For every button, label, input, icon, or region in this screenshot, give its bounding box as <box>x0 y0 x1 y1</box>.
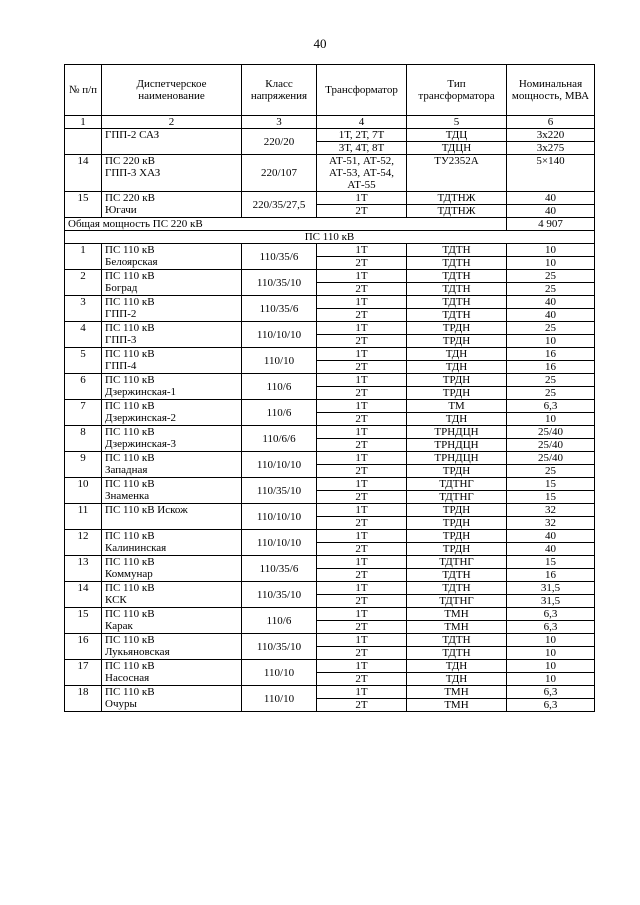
transformer-cell: 2Т <box>317 257 407 270</box>
dispatch-name-line: ПС 110 кВ <box>105 348 155 360</box>
voltage-class: 110/10 <box>242 686 317 712</box>
voltage-class: 110/35/10 <box>242 270 317 296</box>
row-number: 9 <box>65 452 102 478</box>
transformer-type-cell: ТДТНЖ <box>407 205 507 218</box>
dispatch-name-line: Карак <box>105 620 133 632</box>
transformer-type-cell: ТРДН <box>407 374 507 387</box>
transformer-type-cell: ТМ <box>407 400 507 413</box>
dispatch-name-line: ПС 110 кВ <box>105 296 155 308</box>
transformer-type-cell: ТРДН <box>407 543 507 556</box>
table-row <box>65 530 595 543</box>
transformer-type-cell: ТДТН <box>407 647 507 660</box>
transformer-cell: 2Т <box>317 595 407 608</box>
voltage-class: 110/35/10 <box>242 582 317 608</box>
transformer-type-cell: ТМН <box>407 608 507 621</box>
transformer-cell: 2Т <box>317 699 407 712</box>
transformer-type-cell: ТДН <box>407 361 507 374</box>
transformer-type-cell: ТДН <box>407 413 507 426</box>
table-row <box>65 634 595 647</box>
dispatch-name <box>102 452 242 478</box>
transformer-cell: 2Т <box>317 517 407 530</box>
transformer-cell: 1Т <box>317 400 407 413</box>
table-row <box>65 582 595 595</box>
dispatch-name <box>102 660 242 686</box>
transformer-cell: 1Т <box>317 452 407 465</box>
dispatch-name-line: ПС 110 кВ <box>105 478 155 490</box>
rated-power-cell: 40 <box>507 309 595 322</box>
rated-power-cell: 32 <box>507 504 595 517</box>
dispatch-name-line: Дзержинская-2 <box>105 412 177 424</box>
dispatch-name <box>102 478 242 504</box>
table-row <box>65 504 595 517</box>
dispatch-name-line: ПС 110 кВ <box>105 582 155 594</box>
voltage-class: 220/35/27,5 <box>242 192 317 218</box>
row-number: 3 <box>65 296 102 322</box>
transformer-type-cell: ТДТН <box>407 569 507 582</box>
column-number: 4 <box>317 116 407 129</box>
transformer-type-cell: ТРНДЦН <box>407 439 507 452</box>
transformer-cell: 2Т <box>317 465 407 478</box>
dispatch-name-line: Лукьяновская <box>105 646 170 658</box>
column-numbers-row <box>65 116 595 129</box>
column-number: 3 <box>242 116 317 129</box>
dispatch-name <box>102 530 242 556</box>
dispatch-name-line: ГПП-2 САЗ <box>105 129 160 141</box>
dispatch-name-line: ПС 110 кВ <box>105 374 155 386</box>
rated-power-cell: 25 <box>507 322 595 335</box>
rated-power-cell: 10 <box>507 660 595 673</box>
dispatch-name <box>102 582 242 608</box>
row-number <box>65 129 102 155</box>
transformer-type-cell: ТМН <box>407 699 507 712</box>
row-number: 6 <box>65 374 102 400</box>
dispatch-name-line: ПС 110 кВ <box>105 686 155 698</box>
dispatch-name-line: Знаменка <box>105 490 150 502</box>
dispatch-name-line: Боград <box>105 282 138 294</box>
transformer-cell: 1Т <box>317 608 407 621</box>
row-number: 7 <box>65 400 102 426</box>
dispatch-name-line: ПС 110 кВ <box>105 530 155 542</box>
rated-power-cell: 3х220 <box>507 129 595 142</box>
voltage-class: 110/6 <box>242 374 317 400</box>
rated-power-cell: 25/40 <box>507 439 595 452</box>
transformer-type-cell: ТДН <box>407 660 507 673</box>
transformer-cell: 2Т <box>317 439 407 452</box>
rated-power-cell: 31,5 <box>507 595 595 608</box>
rated-power-cell: 6,3 <box>507 686 595 699</box>
header-voltage-class: Класс напряжения <box>242 65 317 116</box>
voltage-class: 110/35/10 <box>242 478 317 504</box>
rated-power-cell: 10 <box>507 244 595 257</box>
transformer-type-cell: ТДТНГ <box>407 556 507 569</box>
dispatch-name-line: Очуры <box>105 698 137 710</box>
rated-power-cell: 25/40 <box>507 426 595 439</box>
transformer-type-cell: ТУ2352А <box>407 155 507 192</box>
dispatch-name-line: ПС 110 кВ <box>105 270 155 282</box>
voltage-class: 110/35/6 <box>242 244 317 270</box>
dispatch-name <box>102 192 242 218</box>
dispatch-name-line: ПС 110 кВ <box>105 660 155 672</box>
table-row <box>65 129 595 142</box>
rated-power-cell: 40 <box>507 192 595 205</box>
transformer-cell: 1Т <box>317 244 407 257</box>
header-transformer: Трансформатор <box>317 65 407 116</box>
dispatch-name <box>102 686 242 712</box>
voltage-class: 110/35/10 <box>242 634 317 660</box>
row-number: 8 <box>65 426 102 452</box>
transformer-type-cell: ТДЦН <box>407 142 507 155</box>
dispatch-name-line: ПС 110 кВ <box>105 452 155 464</box>
dispatch-name-line: ПС 110 кВ <box>105 244 155 256</box>
table-row <box>65 400 595 413</box>
row-number: 15 <box>65 608 102 634</box>
rated-power-cell: 16 <box>507 361 595 374</box>
dispatch-name <box>102 426 242 452</box>
transformer-cell: 1Т <box>317 582 407 595</box>
dispatch-name-line: ГПП-3 ХАЗ <box>105 167 161 179</box>
dispatch-name-line: ПС 110 кВ <box>105 634 155 646</box>
transformer-cell: 1Т <box>317 660 407 673</box>
transformer-cell: 1Т <box>317 478 407 491</box>
rated-power-cell: 25 <box>507 387 595 400</box>
header-dispatch-name: Диспетчерское наименование <box>102 65 242 116</box>
header-number: № п/п <box>65 65 102 116</box>
rated-power-cell: 40 <box>507 530 595 543</box>
rated-power-cell: 10 <box>507 673 595 686</box>
dispatch-name <box>102 155 242 192</box>
substation-table <box>64 64 595 712</box>
rated-power-cell: 15 <box>507 556 595 569</box>
voltage-class: 110/10/10 <box>242 530 317 556</box>
row-number: 17 <box>65 660 102 686</box>
transformer-type-cell: ТМН <box>407 621 507 634</box>
transformer-cell: 1Т <box>317 322 407 335</box>
row-number: 4 <box>65 322 102 348</box>
rated-power-cell: 10 <box>507 647 595 660</box>
dispatch-name <box>102 556 242 582</box>
transformer-cell: 1Т, 2Т, 7Т <box>317 129 407 142</box>
transformer-type-cell: ТДТН <box>407 257 507 270</box>
rated-power-cell: 32 <box>507 517 595 530</box>
voltage-class: 220/107 <box>242 155 317 192</box>
transformer-cell: 1Т <box>317 686 407 699</box>
transformer-cell: 2Т <box>317 491 407 504</box>
table-header <box>65 65 595 129</box>
transformer-type-cell: ТДТН <box>407 634 507 647</box>
table-row <box>65 608 595 621</box>
row-number: 1 <box>65 244 102 270</box>
table-body-summary <box>65 218 595 244</box>
transformer-cell: 2Т <box>317 543 407 556</box>
table-row <box>65 270 595 283</box>
transformer-type-cell: ТДН <box>407 348 507 361</box>
voltage-class: 110/6/6 <box>242 426 317 452</box>
row-number: 14 <box>65 155 102 192</box>
voltage-class: 110/10 <box>242 348 317 374</box>
table-row <box>65 660 595 673</box>
row-number: 10 <box>65 478 102 504</box>
rated-power-cell: 31,5 <box>507 582 595 595</box>
transformer-type-cell: ТМН <box>407 686 507 699</box>
transformer-type-cell: ТРДН <box>407 322 507 335</box>
rated-power-cell: 10 <box>507 634 595 647</box>
transformer-cell: 1Т <box>317 296 407 309</box>
voltage-class: 110/6 <box>242 608 317 634</box>
transformer-type-cell: ТДТНГ <box>407 478 507 491</box>
dispatch-name-line: ГПП-3 <box>105 334 137 346</box>
dispatch-name <box>102 322 242 348</box>
transformer-cell: 2Т <box>317 673 407 686</box>
voltage-class: 110/6 <box>242 400 317 426</box>
dispatch-name <box>102 634 242 660</box>
voltage-class: 110/10/10 <box>242 504 317 530</box>
dispatch-name-line: ПС 110 кВ Искож <box>105 504 188 516</box>
dispatch-name-line: КСК <box>105 594 127 606</box>
voltage-class: 110/10/10 <box>242 452 317 478</box>
dispatch-name <box>102 270 242 296</box>
table-row <box>65 478 595 491</box>
dispatch-name-line: ПС 110 кВ <box>105 608 155 620</box>
row-number: 13 <box>65 556 102 582</box>
rated-power-cell: 15 <box>507 491 595 504</box>
row-number: 12 <box>65 530 102 556</box>
dispatch-name <box>102 608 242 634</box>
column-number: 1 <box>65 116 102 129</box>
transformer-cell: 1Т <box>317 348 407 361</box>
dispatch-name-line: ПС 220 кВ <box>105 155 155 167</box>
transformer-type-cell: ТДТН <box>407 309 507 322</box>
transformer-type-cell: ТРДН <box>407 504 507 517</box>
total-row <box>65 218 595 231</box>
table-row <box>65 374 595 387</box>
dispatch-name <box>102 129 242 155</box>
dispatch-name <box>102 400 242 426</box>
transformer-cell: 2Т <box>317 387 407 400</box>
transformer-cell: 2Т <box>317 569 407 582</box>
transformer-cell: 2Т <box>317 205 407 218</box>
rated-power-cell: 25 <box>507 283 595 296</box>
table-row <box>65 452 595 465</box>
transformer-cell: 1Т <box>317 504 407 517</box>
column-number: 6 <box>507 116 595 129</box>
dispatch-name-line: Дзержинская-1 <box>105 386 177 398</box>
transformer-type-cell: ТРДН <box>407 517 507 530</box>
row-number: 14 <box>65 582 102 608</box>
row-number: 5 <box>65 348 102 374</box>
rated-power-cell: 6,3 <box>507 608 595 621</box>
column-number: 5 <box>407 116 507 129</box>
rated-power-cell: 25 <box>507 465 595 478</box>
voltage-class: 110/10/10 <box>242 322 317 348</box>
dispatch-name-line: ГПП-2 <box>105 308 137 320</box>
table-row <box>65 322 595 335</box>
table-row <box>65 192 595 205</box>
transformer-type-cell: ТДЦ <box>407 129 507 142</box>
table-body-110 <box>65 244 595 712</box>
total-value: 4 907 <box>507 218 595 231</box>
transformer-cell: 1Т <box>317 374 407 387</box>
row-number: 16 <box>65 634 102 660</box>
row-number: 18 <box>65 686 102 712</box>
page-number: 40 <box>313 36 327 51</box>
rated-power-cell: 15 <box>507 478 595 491</box>
dispatch-name-line: Коммунар <box>105 568 153 580</box>
row-number: 15 <box>65 192 102 218</box>
dispatch-name-line: Югачи <box>105 204 137 216</box>
transformer-type-cell: ТРДН <box>407 530 507 543</box>
rated-power-cell: 10 <box>507 413 595 426</box>
voltage-class: 110/35/6 <box>242 556 317 582</box>
row-number: 11 <box>65 504 102 530</box>
transformer-cell: 1Т <box>317 426 407 439</box>
table-row <box>65 296 595 309</box>
transformer-cell: 2Т <box>317 647 407 660</box>
transformer-type-cell: ТДТН <box>407 283 507 296</box>
header-transformer-type: Тип трансформатора <box>407 65 507 116</box>
dispatch-name-line: Насосная <box>105 672 150 684</box>
table-row <box>65 244 595 257</box>
rated-power-cell: 6,3 <box>507 699 595 712</box>
row-number: 2 <box>65 270 102 296</box>
dispatch-name-line: Западная <box>105 464 148 476</box>
dispatch-name-line: ПС 110 кВ <box>105 400 155 412</box>
dispatch-name <box>102 296 242 322</box>
dispatch-name-line: Дзержинская-3 <box>105 438 177 450</box>
transformer-type-cell: ТРДН <box>407 335 507 348</box>
dispatch-name-line: Белоярская <box>105 256 158 268</box>
dispatch-name <box>102 348 242 374</box>
transformer-type-cell: ТДТН <box>407 244 507 257</box>
dispatch-name <box>102 504 242 530</box>
transformer-type-cell: ТДТНЖ <box>407 192 507 205</box>
rated-power-cell: 25 <box>507 270 595 283</box>
transformer-cell: 2Т <box>317 621 407 634</box>
transformer-cell: 2Т <box>317 283 407 296</box>
transformer-type-cell: ТДН <box>407 673 507 686</box>
rated-power-cell: 5×140 <box>507 155 595 192</box>
dispatch-name-line: ПС 110 кВ <box>105 556 155 568</box>
rated-power-cell: 6,3 <box>507 400 595 413</box>
transformer-type-cell: ТДТН <box>407 582 507 595</box>
transformer-cell: 1Т <box>317 634 407 647</box>
section-row <box>65 231 595 244</box>
table-row <box>65 686 595 699</box>
dispatch-name <box>102 374 242 400</box>
transformer-cell: 1Т <box>317 192 407 205</box>
voltage-class: 110/35/6 <box>242 296 317 322</box>
transformer-cell: АТ-51, АТ-52, АТ-53, АТ-54, АТ-55 <box>317 155 407 192</box>
rated-power-cell: 6,3 <box>507 621 595 634</box>
transformer-cell: 1Т <box>317 556 407 569</box>
rated-power-cell: 40 <box>507 205 595 218</box>
section-heading: ПС 110 кВ <box>65 231 595 244</box>
rated-power-cell: 16 <box>507 569 595 582</box>
transformer-cell: 1Т <box>317 530 407 543</box>
table-body-220 <box>65 129 595 218</box>
transformer-cell: 2Т <box>317 309 407 322</box>
table-row <box>65 348 595 361</box>
voltage-class: 110/10 <box>242 660 317 686</box>
total-label: Общая мощность ПС 220 кВ <box>65 218 507 231</box>
transformer-type-cell: ТРНДЦН <box>407 452 507 465</box>
dispatch-name-line: ПС 220 кВ <box>105 192 155 204</box>
column-number: 2 <box>102 116 242 129</box>
dispatch-name-line: ПС 110 кВ <box>105 426 155 438</box>
rated-power-cell: 3х275 <box>507 142 595 155</box>
dispatch-name <box>102 244 242 270</box>
table-row <box>65 426 595 439</box>
rated-power-cell: 10 <box>507 257 595 270</box>
table-row <box>65 155 595 192</box>
transformer-cell: 1Т <box>317 270 407 283</box>
transformer-type-cell: ТДТНГ <box>407 491 507 504</box>
voltage-class: 220/20 <box>242 129 317 155</box>
transformer-type-cell: ТРДН <box>407 387 507 400</box>
dispatch-name-line: ГПП-4 <box>105 360 137 372</box>
transformer-cell: 2Т <box>317 335 407 348</box>
rated-power-cell: 25 <box>507 374 595 387</box>
rated-power-cell: 40 <box>507 543 595 556</box>
transformer-type-cell: ТРДН <box>407 465 507 478</box>
transformer-cell: 3Т, 4Т, 8Т <box>317 142 407 155</box>
rated-power-cell: 25/40 <box>507 452 595 465</box>
header-rated-power: Номинальная мощность, МВА <box>507 65 595 116</box>
transformer-type-cell: ТДТН <box>407 270 507 283</box>
transformer-type-cell: ТДТНГ <box>407 595 507 608</box>
table-row <box>65 556 595 569</box>
dispatch-name-line: ПС 110 кВ <box>105 322 155 334</box>
transformer-type-cell: ТДТН <box>407 296 507 309</box>
dispatch-name-line: Калининская <box>105 542 167 554</box>
transformer-cell: 2Т <box>317 413 407 426</box>
transformer-type-cell: ТРНДЦН <box>407 426 507 439</box>
rated-power-cell: 16 <box>507 348 595 361</box>
rated-power-cell: 40 <box>507 296 595 309</box>
transformer-cell: 2Т <box>317 361 407 374</box>
rated-power-cell: 10 <box>507 335 595 348</box>
